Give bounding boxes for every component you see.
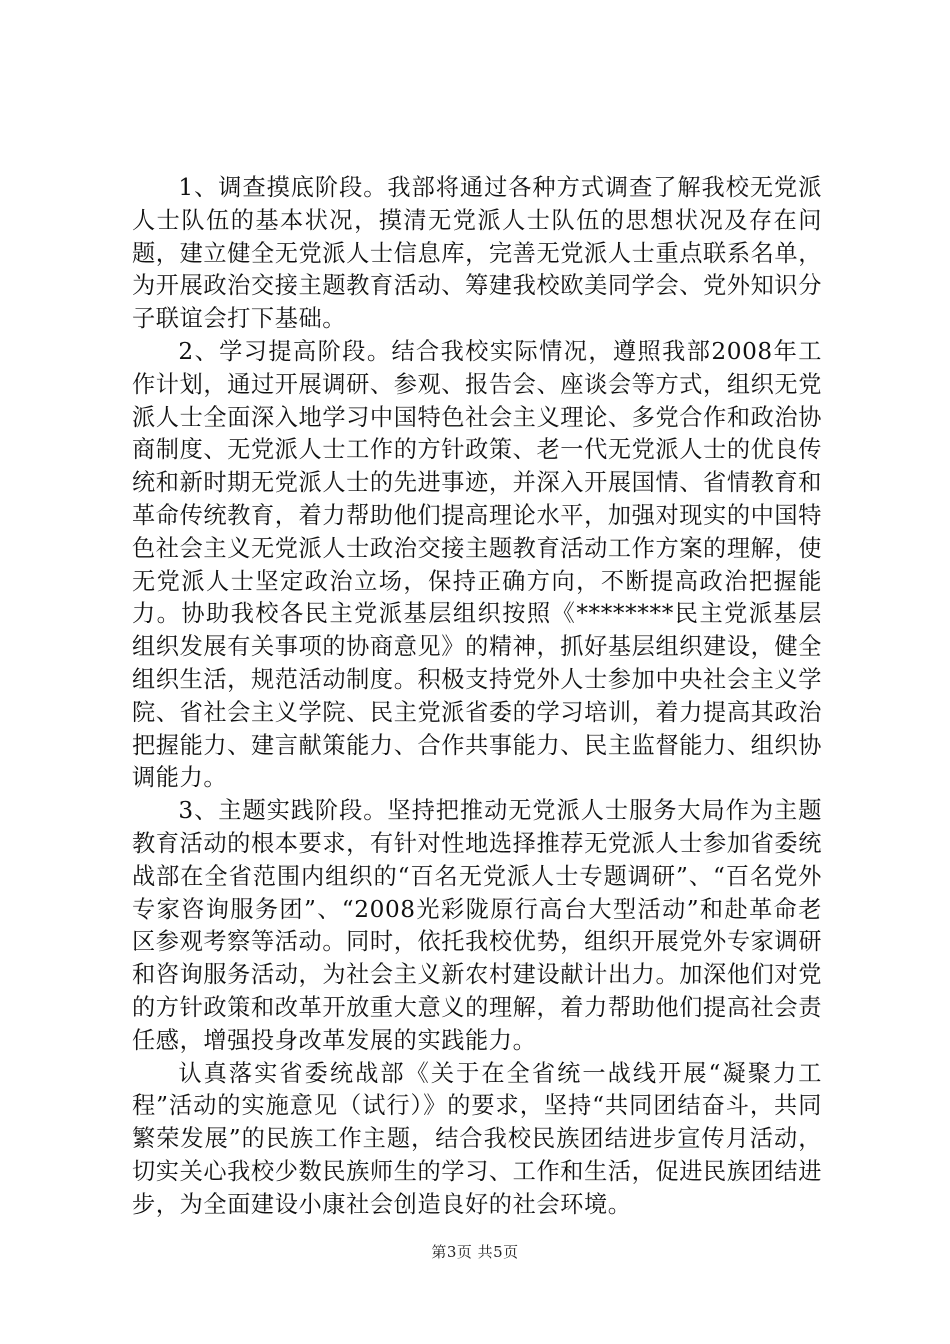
paragraph-ethnic-unity: 认真落实省委统战部《关于在全省统一战线开展“凝聚力工程”活动的实施意见（试行）》的要求，坚持“共同团结奋斗，共同繁荣发展”的民族工作主题，结合我校民族团结进步宣传月活动，切实关心我校少数民族师生的学习、工作和生活，促进民族团结进步，为全面建设小康社会创造良好的社会环境。: [132, 1059, 822, 1218]
paragraph-study-stage: 2、学习提高阶段。结合我校实际情况，遵照我部2008年工作计划，通过开展调研、参观、报告会、座谈会等方式，组织无党派人士全面深入地学习中国特色社会主义理论、多党合作和政治协商制度、无党派人士工作的方针政策、老一代无党派人士的优良传统和新时期无党派人士的先进事迹，并深入开展国情、省情教育和革命传统教育，着力帮助他们提高理论水平，加强对现实的中国特色社会主义无党派人士政治交接主题教育活动工作方案的理解，使无党派人士坚定政治立场，保持正确方向，不断提高政治把握能力。协助我校各民主党派基层组织按照《********民主党派基层组织发展有关事项的协商意见》的精神，抓好基层组织建设，健全组织生活，规范活动制度。积极支持党外人士参加中央社会主义学院、省社会主义学院、民主党派省委的学习培训，着力提高其政治把握能力、建言献策能力、合作共事能力、民主监督能力、组织协调能力。: [132, 337, 822, 792]
paragraph-investigation-stage: 1、调查摸底阶段。我部将通过各种方式调查了解我校无党派人士队伍的基本状况，摸清无党派人士队伍的思想状况及存在问题，建立健全无党派人士信息库，完善无党派人士重点联系名单，为开展政治交接主题教育活动、筹建我校欧美同学会、党外知识分子联谊会打下基础。: [132, 174, 822, 333]
page-number-footer: 第3页 共5页: [431, 1243, 519, 1261]
paragraph-practice-stage: 3、主题实践阶段。坚持把推动无党派人士服务大局作为主题教育活动的根本要求，有针对性地选择推荐无党派人士参加省委统战部在全省范围内组织的“百名无党派人士专题调研”、“百名党外专家咨询服务团”、“2008光彩陇原行高台大型活动”和赴革命老区参观考察等活动。同时，依托我校优势，组织开展党外专家调研和咨询服务活动，为社会主义新农村建设献计出力。加深他们对党的方针政策和改革开放重大意义的理解，着力帮助他们提高社会责任感，增强投身改革发展的实践能力。: [132, 797, 822, 1054]
document-body: [132, 172, 822, 1222]
